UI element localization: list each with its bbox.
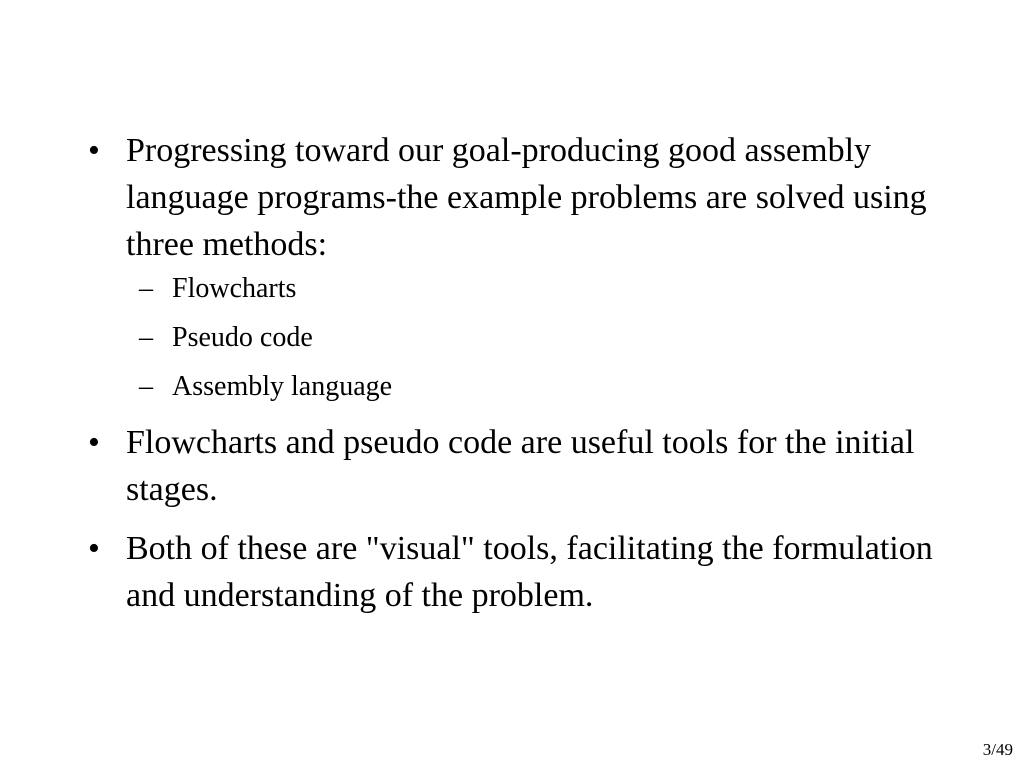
sub-bullet-marker: – (139, 322, 153, 353)
bullet-text: Progressing toward our goal-producing good assembly language programs-the example problems are solved using three methods: (126, 132, 927, 263)
slide-body (88, 127, 948, 631)
sub-bullet-text: Pseudo code (172, 322, 313, 353)
bullet-item (88, 525, 948, 619)
sub-bullet-marker: – (139, 371, 153, 402)
bullet-marker: • (88, 424, 100, 461)
bullet-marker: • (88, 530, 100, 567)
bullet-text: Both of these are "visual" tools, facilitating the formulation and understanding of the problem. (126, 530, 933, 614)
sub-bullet-item (126, 321, 948, 355)
sub-bullet-text: Assembly language (172, 371, 393, 402)
bullet-item (88, 419, 948, 513)
sub-bullet-text: Flowcharts (172, 273, 297, 304)
bullet-marker: • (88, 132, 100, 169)
bullet-item (88, 127, 948, 404)
sub-bullet-item (126, 370, 948, 404)
page-number: 3/49 (982, 740, 1013, 759)
bullet-text: Flowcharts and pseudo code are useful tools for the initial stages. (126, 424, 915, 508)
sub-bullet-item (126, 272, 948, 306)
sub-bullet-marker: – (139, 273, 153, 304)
sub-list (126, 272, 948, 404)
